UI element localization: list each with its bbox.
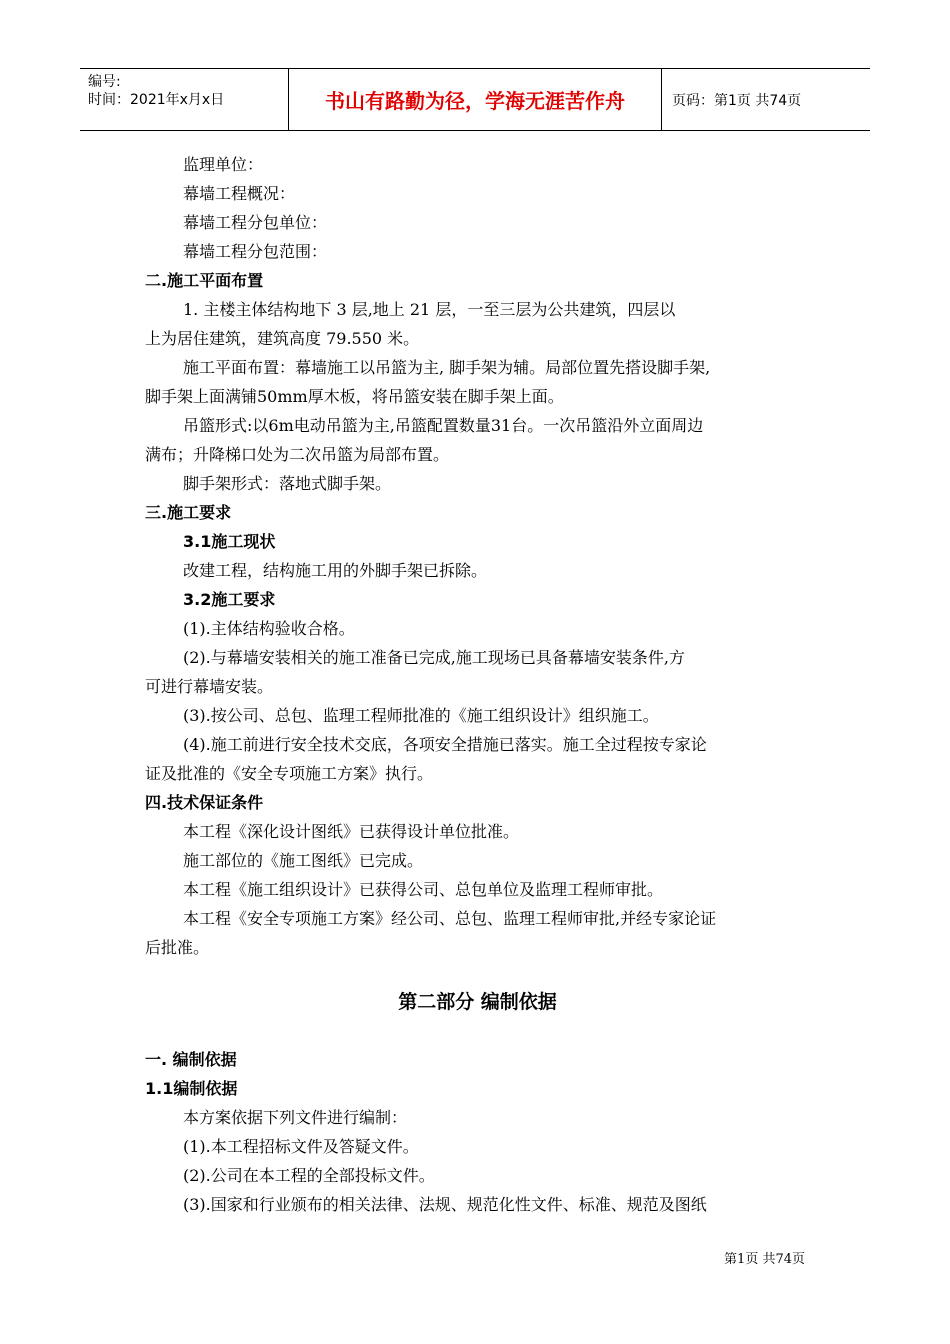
document-body [145, 150, 810, 1219]
paragraph: 监理单位： [183, 155, 264, 174]
paragraph: (1).主体结构验收合格。 [183, 619, 355, 638]
paragraph: (3).国家和行业颁布的相关法律、法规、规范化性文件、标准、规范及图纸 [183, 1195, 707, 1214]
paragraph: 可进行幕墙安装。 [145, 677, 274, 696]
paragraph: 满布；升降梯口处为二次吊篮为局部布置。 [145, 445, 450, 464]
paragraph: 本方案依据下列文件进行编制： [183, 1108, 408, 1127]
header-page-info: 页码：第1页 共74页 [672, 92, 802, 109]
section-heading: 四.技术保证条件 [145, 793, 264, 812]
section-heading: 三.施工要求 [145, 503, 232, 522]
paragraph: 本工程《施工组织设计》已获得公司、总包单位及监理工程师审批。 [183, 880, 664, 899]
paragraph: 证及批准的《安全专项施工方案》执行。 [145, 764, 434, 783]
paragraph: 1. 主楼主体结构地下 3 层,地上 21 层，一至三层为公共建筑，四层以 [183, 300, 676, 319]
paragraph: 吊篮形式:以6m电动吊篮为主,吊篮配置数量31台。一次吊篮沿外立面周边 [183, 416, 704, 435]
part-title: 第二部分 编制依据 [398, 991, 557, 1013]
paragraph: 幕墙工程分包单位： [183, 213, 328, 232]
doc-time-label: 时间：2021年x月x日 [88, 92, 225, 108]
paragraph: 施工平面布置：幕墙施工以吊篮为主, 脚手架为辅。局部位置先搭设脚手架, [183, 358, 711, 377]
paragraph: (4).施工前进行安全技术交底，各项安全措施已落实。施工全过程按专家论 [183, 735, 707, 754]
section-heading: 一. 编制依据 [145, 1050, 237, 1069]
doc-number-label: 编号: [88, 74, 121, 90]
subsection-heading: 3.1施工现状 [183, 532, 276, 551]
paragraph: 脚手架上面满铺50mm厚木板，将吊篮安装在脚手架上面。 [145, 387, 564, 406]
paragraph: (2).公司在本工程的全部投标文件。 [183, 1166, 435, 1185]
paragraph: 本工程《安全专项施工方案》经公司、总包、监理工程师审批,并经专家论证 [183, 909, 717, 928]
header-motto: 书山有路勤为径，学海无涯苦作舟 [289, 69, 662, 130]
paragraph: 幕墙工程概况： [183, 184, 296, 203]
paragraph: 施工部位的《施工图纸》已完成。 [183, 851, 424, 870]
paragraph: 脚手架形式：落地式脚手架。 [183, 474, 392, 493]
subsection-heading: 1.1编制依据 [145, 1079, 238, 1098]
page-header [80, 68, 870, 131]
subsection-heading: 3.2施工要求 [183, 590, 276, 609]
paragraph: 改建工程，结构施工用的外脚手架已拆除。 [183, 561, 488, 580]
paragraph: (1).本工程招标文件及答疑文件。 [183, 1137, 419, 1156]
section-heading: 二.施工平面布置 [145, 271, 264, 290]
paragraph: 后批准。 [145, 938, 210, 957]
paragraph: 上为居住建筑，建筑高度 79.550 米。 [145, 329, 420, 348]
page-footer: 第1页 共74页 [724, 1252, 805, 1267]
paragraph: (2).与幕墙安装相关的施工准备已完成,施工现场已具备幕墙安装条件,方 [183, 648, 685, 667]
paragraph: (3).按公司、总包、监理工程师批准的《施工组织设计》组织施工。 [183, 706, 659, 725]
paragraph: 本工程《深化设计图纸》已获得设计单位批准。 [183, 822, 520, 841]
paragraph: 幕墙工程分包范围： [183, 242, 328, 261]
header-meta [80, 69, 289, 130]
